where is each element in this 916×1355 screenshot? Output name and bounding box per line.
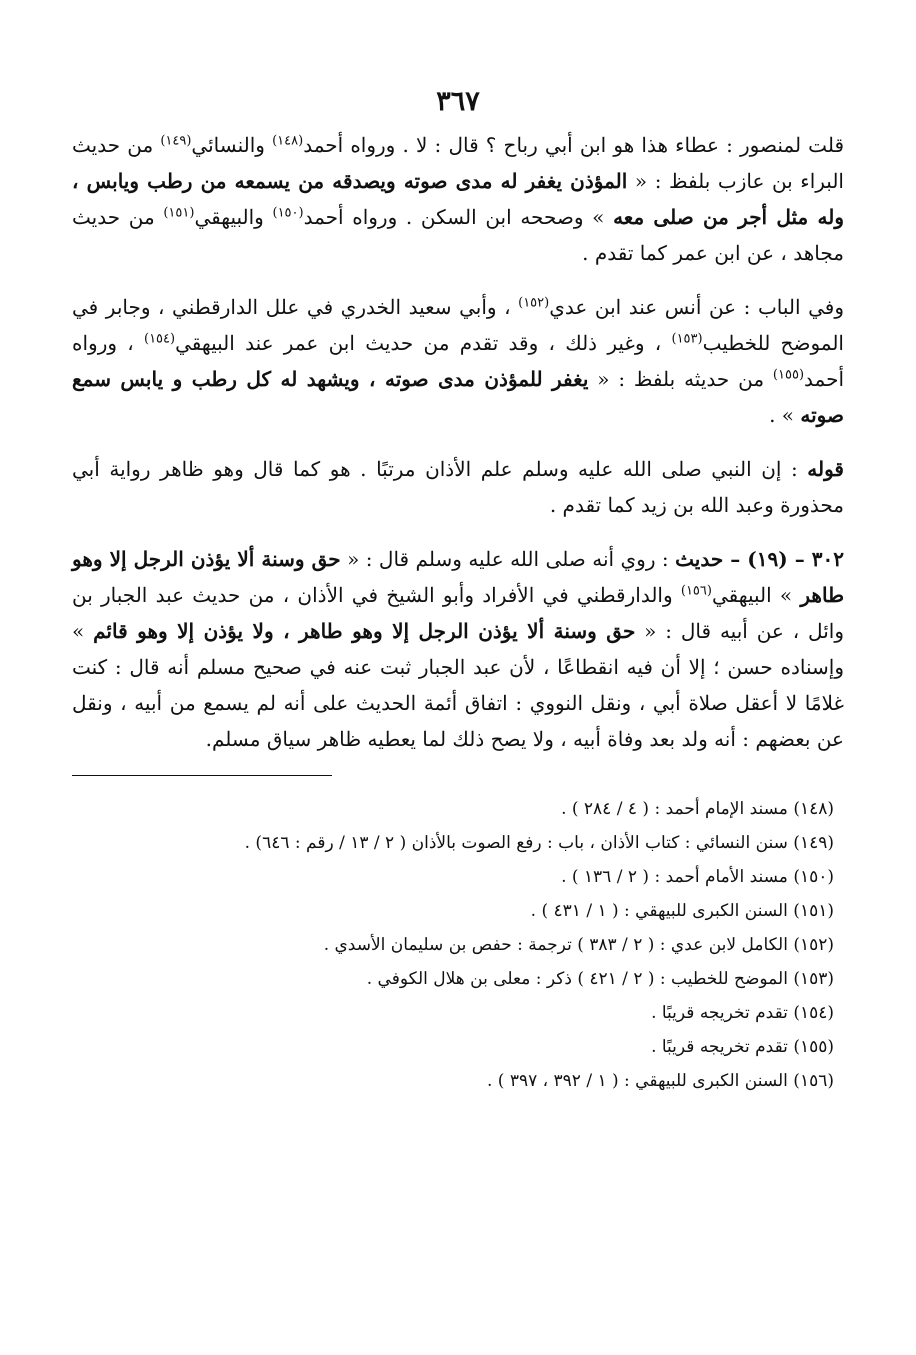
footnotes	[72, 792, 844, 1098]
page	[72, 86, 844, 1098]
text-run: ، وغير ذلك ، وقد تقدم من حديث ابن عمر عند البيهقي	[175, 331, 672, 355]
text-run: من حديث البراء بن عازب بلفظ : «	[72, 133, 844, 193]
footnote-ref: (١٥٥)	[772, 367, 805, 383]
bold-text: ٣٠٢ – (١٩) – حديث	[675, 547, 845, 571]
footnote: (١٥٠) مسند الأمام أحمد : ( ٢ / ١٣٦ ) .	[561, 867, 834, 887]
footnote: (١٥٢) الكامل لابن عدي : ( ٢ / ٣٨٣ ) ترجمة : حفص بن سليمان الأسدي .	[323, 935, 834, 955]
footnote-ref: (١٤٨)	[272, 133, 304, 149]
text-run: والدارقطني في الأفراد وأبو الشيخ في الأذان ، من حديث عبد الجبار بن وائل ، عن أبيه قال : «	[72, 583, 844, 643]
text-run: » البيهقي	[711, 583, 801, 607]
text-run: والبيهقي	[194, 205, 273, 229]
text-run: : إن النبي صلى الله عليه وسلم علم الأذان مرتبًا . هو كما قال وهو ظاهر رواية أبي محذورة وعبد الله بن زيد كما تقدم .	[72, 457, 844, 517]
text-run: قلت لمنصور : عطاء هذا هو ابن أبي رباح ؟ قال : لا . ورواه أحمد	[303, 133, 845, 157]
footnote-ref: (١٥٦)	[680, 583, 712, 599]
footnote-ref: (١٥٢)	[518, 295, 550, 311]
bold-text: حق وسنة ألا يؤذن الرجل إلا وهو طاهر	[72, 547, 844, 607]
bold-text: حق وسنة ألا يؤذن الرجل إلا وهو طاهر ، ولا يؤذن إلا وهو قائم	[93, 619, 636, 643]
bold-text: قوله	[807, 457, 844, 481]
text-run: من حديث مجاهد ، عن ابن عمر كما تقدم .	[72, 205, 844, 265]
body-text	[72, 127, 844, 757]
paragraph	[72, 289, 844, 433]
text-run: ، ورواه أحمد	[72, 331, 844, 391]
text-run: والنسائي	[191, 133, 273, 157]
paragraph	[72, 127, 844, 271]
footnote-ref: (١٥٣)	[671, 331, 703, 347]
text-run: » وصححه ابن السكن . ورواه أحمد	[303, 205, 614, 229]
footnote: (١٤٨) مسند الإمام أحمد : ( ٤ / ٢٨٤ ) .	[561, 799, 834, 819]
footnote-ref: (١٥٠)	[272, 205, 304, 221]
paragraph	[72, 541, 844, 757]
bold-text: يغفر للمؤذن مدى صوته ، ويشهد له كل رطب و يابس سمع صوته	[72, 367, 844, 427]
footnote-ref: (١٤٩)	[160, 133, 192, 149]
text-run: » .	[769, 403, 801, 427]
footnote: (١٥٥) تقدم تخريجه قريبًا .	[651, 1037, 834, 1057]
text-run: من حديثه بلفظ : «	[588, 367, 773, 391]
footnote: (١٥١) السنن الكبرى للبيهقي : ( ١ / ٤٣١ ) .	[530, 901, 834, 921]
text-run: وفي الباب : عن أنس عند ابن عدي	[549, 295, 844, 319]
footnote-ref: (١٥١)	[163, 205, 195, 221]
paragraph	[72, 451, 844, 523]
bold-text: المؤذن يغفر له مدى صوته ويصدقه من يسمعه من رطب ويابس ، وله مثل أجر من صلى معه	[72, 169, 845, 229]
footnote: (١٥٣) الموضح للخطيب : ( ٢ / ٤٢١ ) ذكر : معلى بن هلال الكوفي .	[366, 969, 834, 989]
footnote: (١٥٦) السنن الكبرى للبيهقي : ( ١ / ٣٩٢ ، ٣٩٧ ) .	[486, 1071, 834, 1091]
footnote: (١٥٤) تقدم تخريجه قريبًا .	[651, 1003, 834, 1023]
footnote-ref: (١٥٤)	[143, 331, 176, 347]
text-run: : روي أنه صلى الله عليه وسلم قال : «	[340, 547, 676, 571]
page-number: ٣٦٧	[436, 86, 480, 117]
footnote: (١٤٩) سنن النسائي : كتاب الأذان ، باب : رفع الصوت بالأذان ( ٢ / ١٣ / رقم : ٦٤٦) .	[244, 833, 834, 853]
text-run: » وإسناده حسن ؛ إلا أن فيه انقطاعًا ، لأن عبد الجبار ثبت عنه في صحيح مسلم أنه قال : كنت غلامًا لا أعقل صلاة أبي ، ونقل النووي : اتفاق أئمة الحديث على أنه لم يسمع من أبيه ، ونقل عن بعضهم : أنه ولد بعد وفاة أبيه ، ولا يصح ذلك لما يعطيه ظاهر سياق مسلم.	[72, 619, 844, 751]
footnote-divider	[72, 775, 332, 776]
text-run: ، وأبي سعيد الخدري في علل الدارقطني ، وجابر في الموضح للخطيب	[72, 295, 844, 355]
